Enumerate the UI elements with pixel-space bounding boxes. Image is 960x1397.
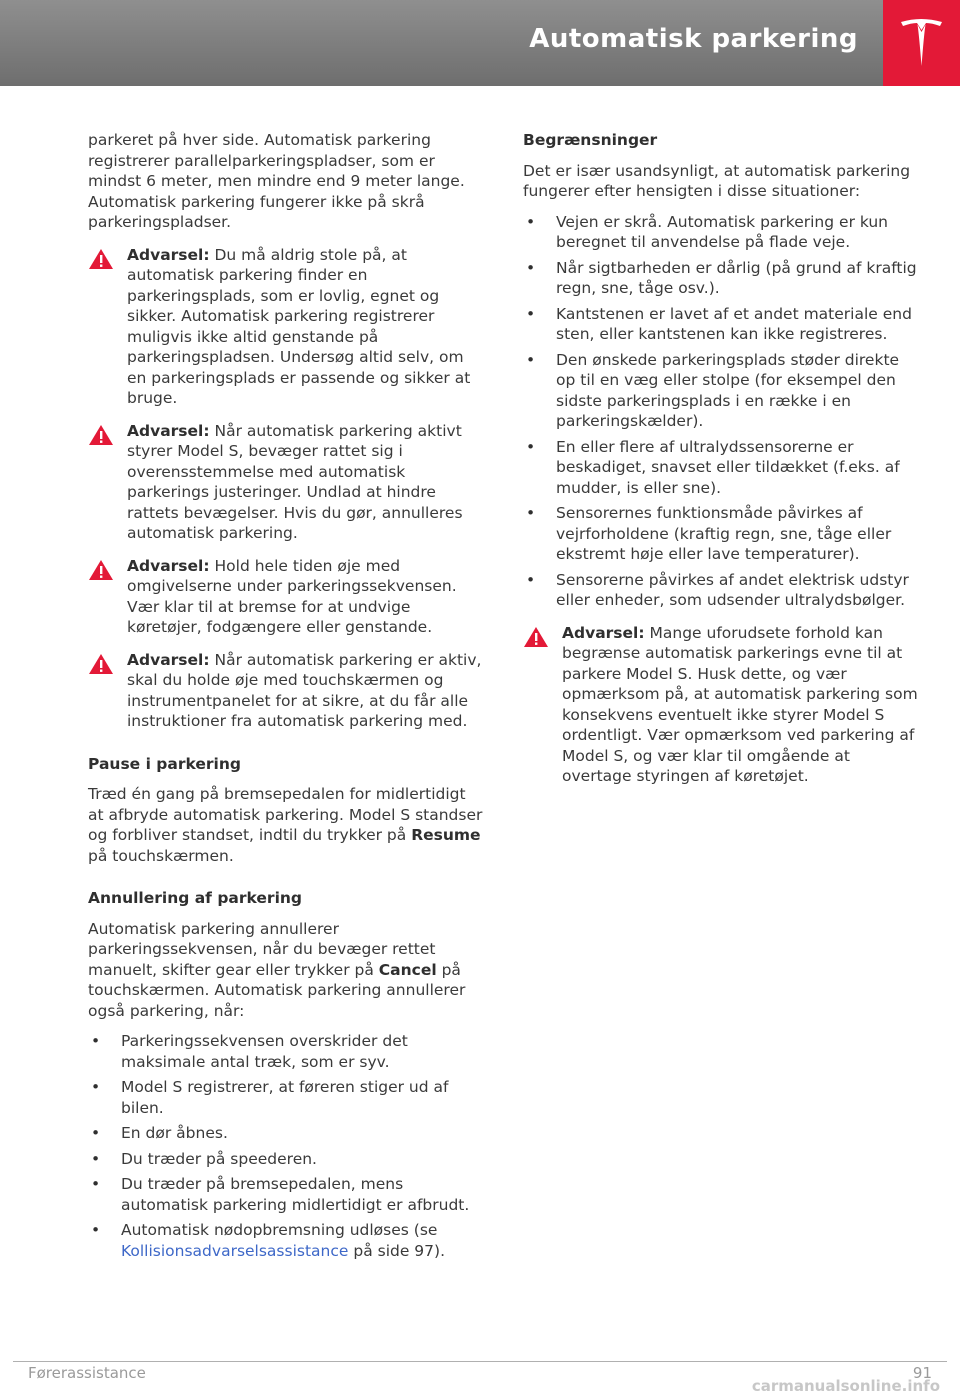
cancel-keyword: Cancel bbox=[378, 960, 437, 979]
list-item bbox=[523, 212, 923, 253]
bullet: • bbox=[526, 504, 536, 522]
bullet: • bbox=[526, 437, 536, 456]
warning-triangle-icon bbox=[523, 626, 549, 648]
bullet: • bbox=[526, 304, 536, 323]
warning-block bbox=[88, 556, 484, 638]
list-item-text: Når sigtbarheden er dårlig (på grund af kraftig regn, sne, tåge osv.). bbox=[556, 258, 917, 297]
limitations-list bbox=[523, 212, 923, 611]
cancel-section bbox=[88, 888, 484, 1261]
list-item-text: Parkeringssekvensen overskrider det maksimale antal træk, som er syv. bbox=[121, 1032, 408, 1071]
warning-triangle-icon bbox=[88, 653, 114, 675]
bullet: • bbox=[91, 1124, 101, 1142]
warning-label: Advarsel: bbox=[127, 245, 210, 264]
footer-section-name: Førerassistance bbox=[28, 1364, 146, 1382]
warning-label: Advarsel: bbox=[562, 623, 645, 642]
list-item bbox=[88, 1149, 484, 1170]
list-item bbox=[88, 1220, 484, 1261]
pause-text-end: på touchskærmen. bbox=[88, 846, 234, 865]
pause-section bbox=[88, 754, 484, 867]
warning-block bbox=[88, 421, 484, 544]
warning-label: Advarsel: bbox=[127, 421, 210, 440]
bullet: • bbox=[91, 1175, 101, 1193]
list-item-text: Kantstenen er lavet af et andet materiale end sten, eller kantstenen kan ikke registreres. bbox=[556, 304, 912, 343]
page-number: 91 bbox=[912, 1364, 932, 1382]
limitations-heading: Begrænsninger bbox=[523, 131, 658, 149]
cancel-conditions-list bbox=[88, 1031, 484, 1261]
list-item-text: Automatisk nødopbremsning udløses (se bbox=[121, 1221, 438, 1239]
warning-triangle-icon bbox=[88, 248, 114, 270]
left-column bbox=[88, 130, 484, 1271]
pause-heading: Pause i parkering bbox=[88, 754, 241, 773]
bullet: • bbox=[91, 1149, 101, 1168]
list-item bbox=[523, 258, 923, 299]
footer-divider bbox=[13, 1361, 947, 1362]
warning-block bbox=[523, 623, 923, 787]
list-item bbox=[88, 1077, 484, 1118]
warning-triangle-icon bbox=[88, 424, 114, 446]
tesla-logo-icon bbox=[899, 18, 944, 68]
watermark: carmanualsonline.info bbox=[751, 1377, 940, 1395]
bullet: • bbox=[526, 212, 536, 231]
bullet: • bbox=[526, 570, 536, 589]
list-item bbox=[523, 503, 923, 565]
bullet: • bbox=[526, 258, 536, 277]
resume-keyword: Resume bbox=[411, 826, 481, 844]
list-item bbox=[88, 1174, 484, 1215]
list-item-text: Vejen er skrå. Automatisk parkering er kun beregnet til anvendelse på flade veje. bbox=[556, 212, 889, 251]
warning-label: Advarsel: bbox=[127, 556, 210, 575]
tesla-logo bbox=[883, 0, 960, 86]
cancel-text-end: på touchskærmen. Automatisk parkering annullerer også parkering, når: bbox=[88, 960, 466, 1020]
page-header bbox=[0, 0, 960, 86]
bullet: • bbox=[91, 1032, 101, 1050]
list-item-text: Sensorerne påvirkes af andet elektrisk udstyr eller enheder, som udsender ultralydsbølger. bbox=[556, 570, 909, 609]
warning-block bbox=[88, 650, 484, 732]
list-item-text: En eller flere af ultralydssensorerne er beskadiget, snavset eller tildækket (f.eks. af mudder, is eller sne). bbox=[556, 437, 900, 497]
warning-text: Hold hele tiden øje med omgivelserne under parkeringssekvensen. Vær klar til at bremse for at undvige køretøjer, fodgængere eller genstande. bbox=[127, 556, 457, 636]
warning-text: Du må aldrig stole på, at automatisk parkering finder en parkeringsplads, som er lovlig, egnet og sikker. Automatisk parkering registrerer muligvis ikke altid genstande på parkeringspladsen. Undersøg altid selv, om en parkeringsplads er passende og sikker at bruge. bbox=[127, 245, 471, 407]
cancel-text: Automatisk parkering annullerer parkeringssekvensen, når du bevæger rettet manuelt, skifter gear eller trykker på bbox=[88, 919, 436, 979]
warning-triangle-icon bbox=[88, 559, 114, 581]
collision-warning-link[interactable]: Kollisionsadvarselsassistance bbox=[121, 1241, 349, 1260]
bullet: • bbox=[91, 1221, 101, 1239]
list-item bbox=[88, 1123, 484, 1144]
warning-label: Advarsel: bbox=[127, 650, 210, 669]
list-item-text-end: på side 97). bbox=[348, 1241, 445, 1260]
list-item-text: Du træder på bremsepedalen, mens automatisk parkering midlertidigt er afbrudt. bbox=[121, 1175, 470, 1214]
list-item bbox=[523, 437, 923, 499]
list-item bbox=[88, 1031, 484, 1072]
warning-text: Mange uforudsete forhold kan begrænse automatisk parkerings evne til at parkere Model S. Husk dette, og vær opmærksom på, at automatisk parkering som konsekvens eventuelt ikke styrer Model S ordentligt. Vær opmærksom ved parkering af Model S, og vær klar til omgående at overtage styringen af køretøjet. bbox=[562, 623, 918, 785]
cancel-heading: Annullering af parkering bbox=[88, 889, 303, 907]
list-item-text: Sensorernes funktionsmåde påvirkes af vejrforholdene (kraftig regn, sne, tåge eller ekstremt høje eller lave temperaturer). bbox=[556, 504, 892, 563]
list-item bbox=[523, 350, 923, 432]
bullet: • bbox=[91, 1078, 101, 1096]
intro-paragraph: parkeret på hver side. Automatisk parkering registrerer parallelparkeringspladser, som er mindst 6 meter, men mindre end 9 meter lange. Automatisk parkering fungerer ikke på skrå parkeringspladser. bbox=[88, 131, 465, 231]
right-column bbox=[523, 130, 923, 799]
list-item-text: Du træder på speederen. bbox=[121, 1149, 317, 1168]
pause-paragraph bbox=[88, 784, 484, 866]
cancel-paragraph bbox=[88, 919, 484, 1022]
list-item bbox=[523, 304, 923, 345]
list-item-text: Den ønskede parkeringsplads støder direkte op til en væg eller stolpe (for eksempel den sidste parkeringsplads i en række i en parkeringskælder). bbox=[556, 350, 900, 430]
warning-text: Når automatisk parkering er aktiv, skal du holde øje med touchskærmen og instrumentpanelet for at sikre, at du får alle instruktioner fra automatisk parkering med. bbox=[127, 650, 482, 730]
warning-block bbox=[88, 245, 484, 409]
page-title: Automatisk parkering bbox=[529, 24, 858, 54]
list-item-text: Model S registrerer, at føreren stiger ud af bilen. bbox=[121, 1078, 449, 1117]
bullet: • bbox=[526, 350, 536, 369]
limitations-intro: Det er især usandsynligt, at automatisk parkering fungerer efter hensigten i disse situationer: bbox=[523, 161, 911, 200]
pause-text: Træd én gang på bremsepedalen for midlertidigt at afbryde automatisk parkering. Model S standser og forbliver standset, indtil du trykker på bbox=[88, 785, 483, 844]
list-item-text: En dør åbnes. bbox=[121, 1124, 228, 1142]
list-item bbox=[523, 570, 923, 611]
warning-text: Når automatisk parkering aktivt styrer Model S, bevæger rattet sig i overensstemmelse med automatisk parkerings justeringer. Undlad at hindre rattets bevægelser. Hvis du gør, annulleres automatisk parkering. bbox=[127, 421, 463, 542]
